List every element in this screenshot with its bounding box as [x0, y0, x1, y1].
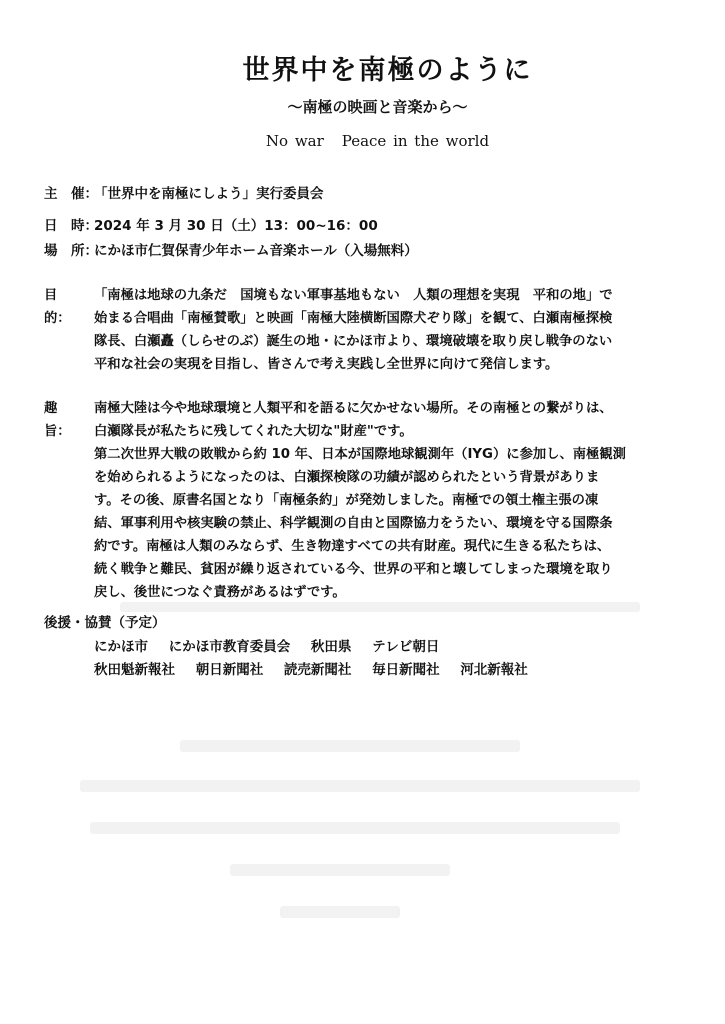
venue-label: 場 所：	[44, 243, 98, 259]
sponsor-name: テレビ朝日	[372, 639, 440, 655]
bleed-through-mark	[80, 780, 640, 792]
intent-line: 結、軍事利用や核実験の禁止、科学観測の自由と国際協力をうたい、環境を守る国際条	[94, 516, 613, 531]
date-label: 日 時：	[44, 218, 98, 234]
tagline-no-war: No war	[265, 132, 324, 150]
sponsor-name: にかほ市	[94, 639, 148, 655]
venue-value: にかほ市仁賀保青少年ホーム音楽ホール（入場無料）	[94, 243, 418, 259]
bleed-through-mark	[230, 864, 450, 876]
bleed-through-mark	[280, 906, 400, 918]
purpose-line: 平和な社会の実現を目指し、皆さんで考え実践し全世界に向けて発信します。	[94, 357, 559, 372]
sponsors-row-2	[94, 659, 544, 682]
organizer-row	[44, 183, 324, 206]
bleed-through-mark	[120, 602, 640, 612]
intent-text	[94, 397, 684, 604]
purpose-section	[44, 284, 684, 376]
intent-line: 南極大陸は今や地球環境と人類平和を語るに欠かせない場所。その南極との繋がりは、	[94, 401, 613, 416]
sponsor-name: 河北新報社	[460, 662, 528, 678]
bleed-through-mark	[180, 740, 520, 752]
sponsors-heading: 後援・協賛（予定）	[44, 615, 166, 631]
organizer-value: 「世界中を南極にしよう」実行委員会	[94, 186, 324, 202]
intent-line: 続く戦争と難民、貧困が繰り返されている今、世界の平和と壊してしまった環境を取り	[94, 562, 613, 577]
intent-label: 趣 旨：	[44, 401, 71, 439]
date-row	[44, 215, 378, 238]
sponsor-name: 秋田魁新報社	[94, 662, 175, 678]
sponsor-name: 秋田県	[310, 639, 352, 655]
sponsor-name: にかほ市教育委員会	[168, 639, 291, 655]
page-title: 世界中を南極のように	[242, 55, 533, 86]
intent-line: を始められるようになったのは、白瀬探検隊の功績が認められたという背景がありま	[94, 470, 600, 485]
sponsors-row-1	[94, 636, 455, 659]
page-subtitle: ～南極の映画と音楽から～	[287, 98, 468, 116]
sponsor-name: 毎日新聞社	[372, 662, 440, 678]
sponsor-name: 朝日新聞社	[195, 662, 264, 678]
organizer-label: 主 催：	[44, 186, 98, 202]
purpose-line: 始まる合唱曲「南極賛歌」と映画「南極大陸横断国際犬ぞり隊」を観て、白瀬南極探検	[94, 311, 613, 326]
purpose-line: 隊長、白瀬矗（しらせのぶ）誕生の地・にかほ市より、環境破壊を取り戻し戦争のない	[94, 334, 613, 349]
sponsor-name: 読売新聞社	[283, 662, 352, 678]
intent-line: 約です。南極は人類のみならず、生き物達すべての共有財産。現代に生きる私たちは、	[94, 539, 611, 554]
purpose-text	[94, 284, 684, 376]
intent-line: 第二次世界大戦の敗戦から約 10 年、日本が国際地球観測年（IYG）に参加し、南極観測	[94, 447, 626, 462]
intent-line: す。その後、原書名国となり「南極条約」が発効しました。南極での領土権主張の凍	[94, 493, 599, 508]
purpose-line: 「南極は地球の九条だ 国境もない軍事基地もない 人類の理想を実現 平和の地」で	[94, 288, 613, 303]
intent-line: 白瀬隊長が私たちに残してくれた大切な"財産"です。	[94, 424, 413, 439]
intent-section	[44, 397, 684, 604]
venue-row	[44, 240, 418, 263]
purpose-label: 目 的：	[44, 288, 71, 326]
tagline-peace: Peace in the world	[341, 132, 490, 150]
intent-line: 戻し、後世につなぐ責務があるはずです。	[94, 585, 346, 600]
english-tagline	[0, 132, 725, 150]
bleed-through-mark	[90, 822, 620, 834]
date-value: 2024 年 3 月 30 日（土）13：00~16：00	[94, 218, 378, 234]
